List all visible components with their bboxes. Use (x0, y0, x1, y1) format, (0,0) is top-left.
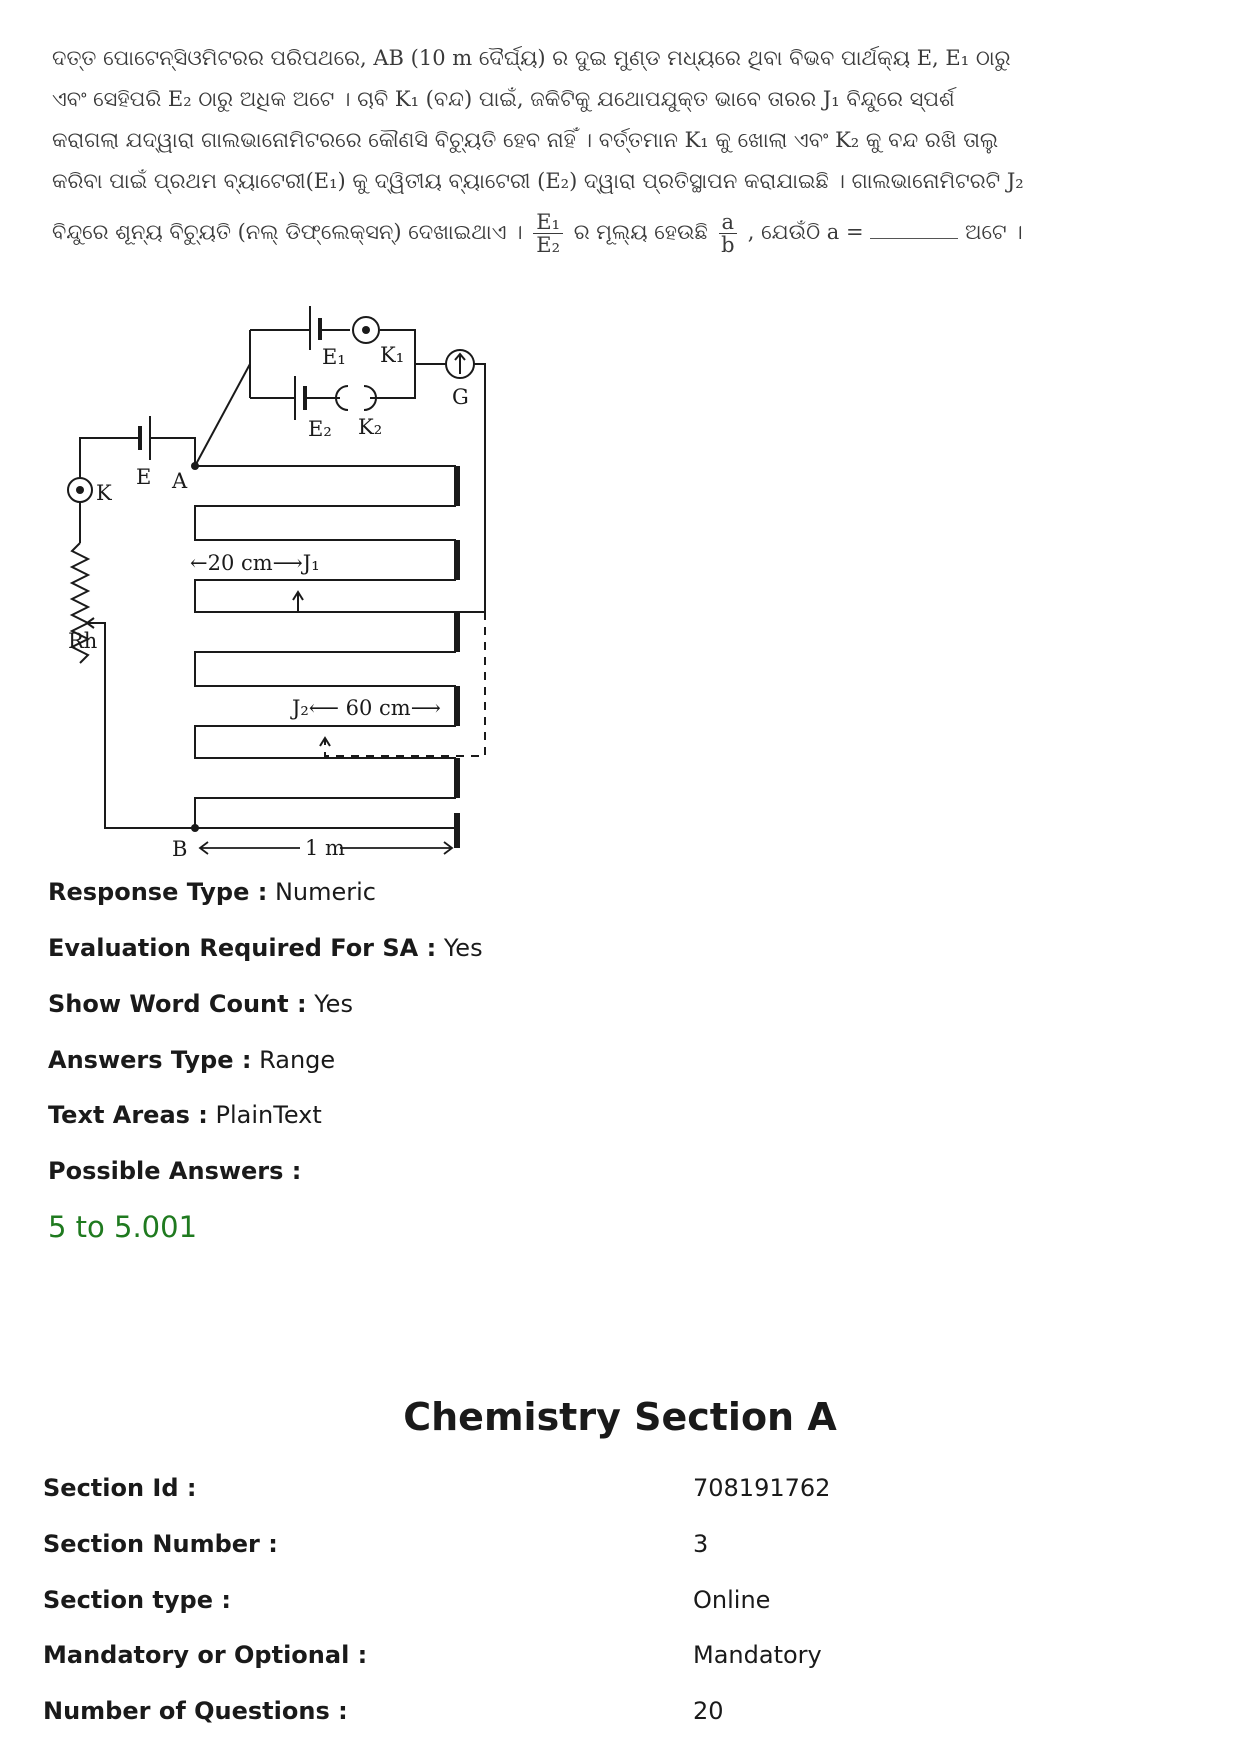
fraction-a: a (719, 211, 738, 234)
word-count-value: Yes (314, 990, 353, 1018)
possible-answers-label: Possible Answers : (48, 1157, 302, 1185)
text-areas-row (48, 1101, 322, 1129)
potentiometer-circuit-diagram (60, 288, 500, 861)
fraction-e1-e2 (533, 211, 563, 256)
answers-type-label: Answers Type : (48, 1046, 252, 1074)
section-row-value: Online (693, 1586, 771, 1614)
evaluation-label: Evaluation Required For SA : (48, 934, 437, 962)
label-j2-length: J₂⟵ 60 cm⟶ (292, 696, 441, 720)
label-ab-length: 1 m (305, 836, 345, 860)
fraction-a-b (719, 211, 738, 256)
section-row-label: Section Id : (43, 1474, 197, 1502)
question-line-1: ଦତ୍ତ ପୋଟେନ୍‌ସିଓମିଟରର ପରିପଥରେ, AB (10 m ଦୈର୍ଘ୍ୟ) ର ଦୁଇ ମୁଣ୍ଡ ମଧ୍ୟରେ ଥିବା ବିଭବ ପାର୍ଥକ୍ୟ E, E₁ ଠାରୁ (52, 46, 1011, 70)
question-line-5c: , ଯେଉଁଠି a = (747, 220, 864, 244)
section-row-value: Mandatory (693, 1641, 822, 1669)
label-a: A (172, 469, 188, 493)
section-row-value: 708191762 (693, 1474, 831, 1502)
label-b: B (172, 837, 188, 861)
fraction-e1: E₁ (533, 211, 563, 234)
label-rh: Rh (68, 629, 98, 653)
potentiometer-wire (195, 466, 455, 828)
response-type-row (48, 878, 376, 906)
evaluation-value: Yes (443, 934, 483, 962)
section-row-label: Number of Questions : (43, 1697, 348, 1725)
section-row-label: Mandatory or Optional : (43, 1641, 368, 1669)
question-line-5b: ର ମୂଲ୍ୟ ହେଉଛି (573, 220, 708, 244)
text-areas-label: Text Areas : (48, 1101, 208, 1129)
label-e2: E₂ (308, 417, 332, 441)
response-type-label: Response Type : (48, 878, 268, 906)
question-line-3: କରାଗଲା ଯଦ୍ୱାରା ଗାଲଭାନୋମିଟରରେ କୌଣସି ବିଚ୍ୟୁତି ହେବ ନାହିଁ । ବର୍ତ୍ତମାନ K₁ କୁ ଖୋଲା ଏବଂ K₂ କୁ ବନ୍ଦ ରଖି ତାଲୁ (52, 128, 999, 152)
answers-type-value: Range (259, 1046, 336, 1074)
section-row-label: Section type : (43, 1586, 231, 1614)
response-type-value: Numeric (274, 878, 376, 906)
section-title: Chemistry Section A (403, 1395, 837, 1439)
question-line-5d: ଅଟେ । (964, 220, 1023, 244)
answers-type-row (48, 1046, 335, 1074)
section-row-value: 20 (693, 1697, 724, 1725)
label-k2: K₂ (358, 415, 383, 439)
question-text (52, 38, 1024, 262)
text-areas-value: PlainText (215, 1101, 322, 1129)
section-row-value: 3 (693, 1530, 709, 1558)
answer-blank (870, 216, 958, 239)
section-row-label: Section Number : (43, 1530, 278, 1558)
question-line-5 (52, 202, 1023, 262)
label-j1-length: ←20 cm⟶J₁ (190, 551, 320, 575)
label-k1: K₁ (380, 343, 405, 367)
question-line-5a: ବିନ୍ଦୁରେ ଶୂନ୍ୟ ବିଚ୍ୟୁତି (ନଲ୍ ଡିଫ୍ଲେକ୍ସନ୍) ଦେଖାଇଥାଏ । (52, 220, 523, 244)
word-count-row (48, 990, 353, 1018)
fraction-e2: E₂ (536, 233, 561, 257)
label-e: E (136, 465, 152, 489)
possible-answer-value: 5 to 5.001 (48, 1210, 198, 1244)
label-k: K (96, 481, 112, 505)
evaluation-row (48, 934, 483, 962)
fraction-b: b (721, 233, 735, 257)
possible-answers-row (48, 1157, 301, 1185)
label-g: G (452, 385, 469, 409)
question-line-2: ଏବଂ ସେହିପରି E₂ ଠାରୁ ଅଧିକ ଅଟେ । ଚାବି K₁ (ବନ୍ଦ) ପାଇଁ, ଜକିଟିକୁ ଯଥୋପଯୁକ୍ତ ଭାବେ ତାରର J₁ ବିନ୍ଦୁରେ ସ୍ପର୍ଶ (52, 87, 955, 111)
word-count-label: Show Word Count : (48, 990, 307, 1018)
label-e1: E₁ (322, 345, 346, 369)
question-line-4: କରିବା ପାଇଁ ପ୍ରଥମ ବ୍ୟାଟେରୀ(E₁) କୁ ଦ୍ୱିତୀୟ ବ୍ୟାଟେରୀ (E₂) ଦ୍ୱାରା ପ୍ରତିସ୍ଥାପନ କରାଯାଇଛି । ଗାଲଭାନୋମିଟରଟି J₂ (52, 169, 1024, 193)
